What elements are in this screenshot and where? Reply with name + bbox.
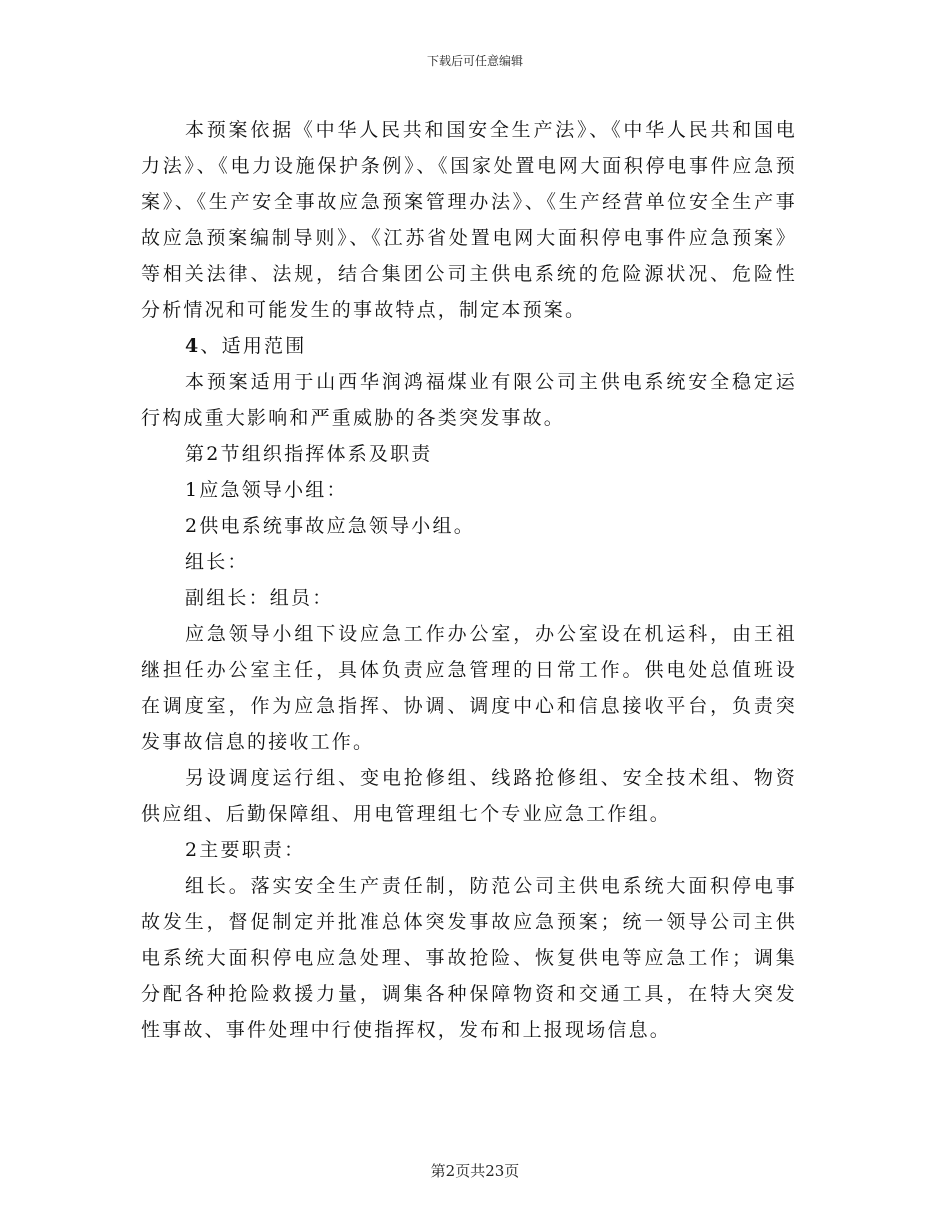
section-title: 、适用范围 [200, 335, 307, 357]
paragraph-leader-duties: 组长。落实安全生产责任制，防范公司主供电系统大面积停电事故发生，督促制定并批准总体突发事故应急预案；统一领导公司主供电系统大面积停电应急处理、事故抢险、恢复供电等应急工作；调集分配各种抢险救援力量，调集各种保障物资和交通工具，在特大突发性事故、事件处理中行使指挥权，发布和上报现场信息。 [141, 875, 797, 1041]
paragraph-office: 应急领导小组下设应急工作办公室，办公室设在机运科，由王祖继担任办公室主任，具体负责应急管理的日常工作。供电处总值班设在调度室，作为应急指挥、协调、调度中心和信息接收平台，负责突发事故信息的接收工作。 [141, 623, 797, 753]
subheading-main-duties: 2主要职责： [185, 839, 306, 861]
subheading-leadership-group: 1应急领导小组： [185, 479, 348, 501]
paragraph-basis: 本预案依据《中华人民共和国安全生产法》、《中华人民共和国电力法》、《电力设施保护条例》、《国家处置电网大面积停电事件应急预案》、《生产安全事故应急预案管理办法》、《生产经营单位安全生产事故应急预案编制导则》、《江苏省处置电网大面积停电事件应急预案》等相关法律、法规，结合集团公司主供电系统的危险源状况、危险性分析情况和可能发生的事故特点，制定本预案。 [141, 119, 797, 321]
section-number: 4 [185, 335, 201, 357]
label-deputy-members: 副组长：组员： [185, 587, 334, 609]
label-group-leader: 组长： [185, 551, 249, 573]
paragraph-scope: 本预案适用于山西华润鸿福煤业有限公司主供电系统安全稳定运行构成重大影响和严重威胁的各类突发事故。 [141, 371, 797, 429]
document-body [141, 112, 797, 1048]
section-heading-scope [141, 328, 797, 364]
subheading-power-supply-group: 2供电系统事故应急领导小组。 [185, 515, 475, 537]
section-heading-organization: 第2节组织指挥体系及职责 [185, 443, 433, 465]
paragraph-working-groups: 另设调度运行组、变电抢修组、线路抢修组、安全技术组、物资供应组、后勤保障组、用电管理组七个专业应急工作组。 [141, 767, 797, 825]
page-header: 下载后可任意编辑 [426, 54, 523, 68]
page-footer: 第2页共23页 [430, 1162, 520, 1180]
